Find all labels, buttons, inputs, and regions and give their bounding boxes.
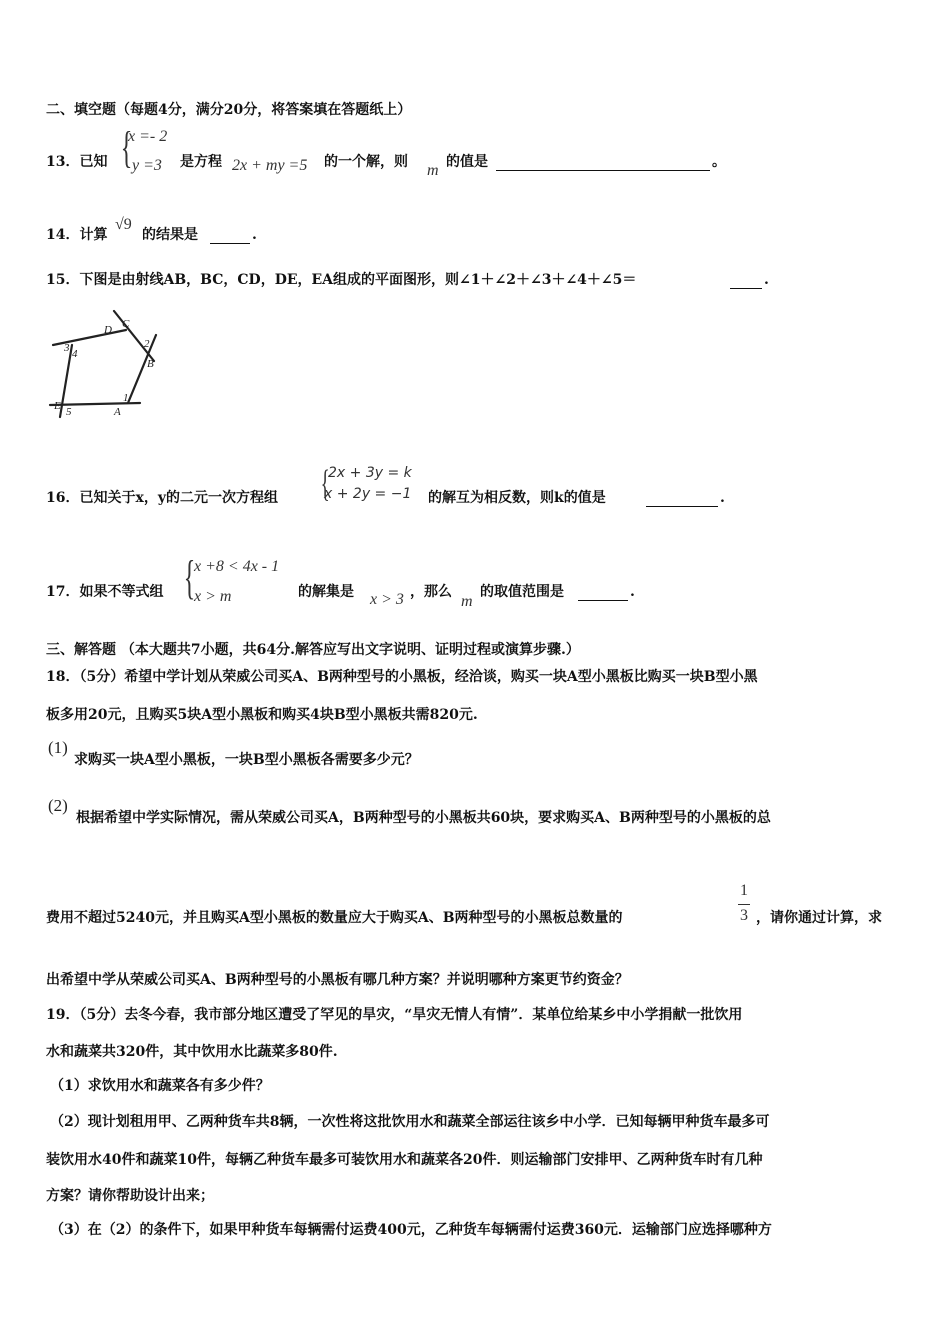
q17-answer-blank[interactable]: [578, 586, 628, 601]
q16-brace: {: [320, 463, 330, 505]
label-5: 5: [66, 406, 72, 418]
q18-part-2-line-3: 出希望中学从荣威公司买A、B两种型号的小黑板有哪几种方案？并说明哪种方案更节约资金？: [46, 972, 629, 988]
label-C: C: [122, 318, 130, 330]
q18-fraction-denominator: 3: [740, 907, 748, 924]
q17-variable-m: m: [461, 593, 473, 610]
label-4: 4: [72, 348, 78, 360]
q15-text: 15．下图是由射线AB，BC，CD，DE，EA组成的平面图形，则∠1＋∠2＋∠3＋∠4＋∠5＝: [46, 272, 637, 288]
q16-period: .: [720, 490, 725, 506]
label-1: 1: [123, 392, 129, 404]
q18-fraction-numerator: 1: [740, 882, 748, 899]
q19-part-1: （1）求饮用水和蔬菜各有多少件？: [50, 1078, 270, 1094]
q17-condition: x > 3: [370, 591, 404, 608]
q13-system-line-1: x =- 2: [128, 128, 168, 145]
q19-part-2-line-2: 装饮用水40件和蔬菜10件，每辆乙种货车最多可装饮用水和蔬菜各20件．则运输部门安排甲、乙两种货车时有几种: [46, 1152, 763, 1168]
q18-part-2-line-1: 根据希望中学实际情况，需从荣威公司买A，B两种型号的小黑板共60块，要求购买A、B两种型号的小黑板的总: [76, 810, 771, 826]
q14-answer-blank[interactable]: [210, 229, 250, 244]
q14-radical: √9: [115, 216, 132, 233]
q17-text-1: 的解集是: [298, 584, 354, 600]
label-A: A: [114, 406, 121, 418]
q18-part-1-marker: (1): [48, 738, 68, 757]
q18-fraction-bar: [738, 904, 750, 905]
q17-system-line-2: x > m: [194, 588, 232, 605]
q16-system-line-1: 2x + 3y = k: [328, 465, 412, 481]
q19-line-2: 水和蔬菜共320件，其中饮用水比蔬菜多80件.: [46, 1044, 338, 1060]
section-3-title: 三、解答题 （本大题共7小题，共64分.解答应写出文字说明、证明过程或演算步骤.）: [46, 642, 580, 658]
q18-line-2: 板多用20元，且购买5块A型小黑板和购买4块B型小黑板共需820元.: [46, 707, 478, 723]
q19-line-1: 19．（5分）去冬今春，我市部分地区遭受了罕见的旱灾，“旱灾无情人有情”．某单位给某乡中小学捐献一批饮用: [46, 1007, 743, 1023]
q13-period: 。: [712, 154, 726, 170]
q17-text-3: 的取值范围是: [480, 584, 564, 600]
q17-number: 17．如果不等式组: [46, 584, 164, 600]
section-2-title: 二、填空题（每题4分，满分20分，将答案填在答题纸上）: [46, 102, 412, 118]
q19-part-3: （3）在（2）的条件下，如果甲种货车每辆需付运费400元，乙种货车每辆需付运费360元．运输部门应选择哪种方: [50, 1222, 772, 1238]
q18-part-2-line-2a: 费用不超过5240元，并且购买A型小黑板的数量应大于购买A、B两种型号的小黑板总数量的: [46, 910, 623, 926]
q17-brace: {: [183, 551, 196, 604]
q13-variable-m: m: [427, 162, 439, 179]
q13-equation: 2x + my =5: [232, 157, 308, 174]
q19-part-2-line-3: 方案？请你帮助设计出来；: [46, 1188, 214, 1204]
q17-text-2: ，那么: [410, 584, 452, 600]
q18-part-2-marker: (2): [48, 796, 68, 815]
q18-part-1-text: 求购买一块A型小黑板，一块B型小黑板各需要多少元？: [74, 752, 419, 768]
q13-answer-blank[interactable]: [496, 156, 710, 171]
q15-answer-blank[interactable]: [730, 274, 762, 289]
q18-line-1: 18．（5分）希望中学计划从荣威公司买A、B两种型号的小黑板，经洽谈，购买一块A型小黑板比购买一块B型小黑: [46, 669, 758, 685]
q14-text: 的结果是: [142, 227, 198, 243]
q17-system-line-1: x +8 < 4x - 1: [194, 558, 280, 575]
q16-text: 的解互为相反数，则k的值是: [428, 490, 606, 506]
q13-text-end: 的值是: [446, 154, 488, 170]
label-2: 2: [144, 338, 150, 350]
q16-answer-blank[interactable]: [646, 492, 718, 507]
q13-system-line-2: y =3: [132, 157, 162, 174]
q16-system-line-2: x + 2y = −1: [324, 486, 412, 502]
q18-part-2-line-2b: ，请你通过计算，求: [756, 910, 882, 926]
q13-text-mid: 是方程: [180, 154, 222, 170]
q14-period: .: [252, 227, 257, 243]
q15-pentagon-figure: [48, 305, 168, 430]
q19-part-2-line-1: （2）现计划租用甲、乙两种货车共8辆，一次性将这批饮用水和蔬菜全部运往该乡中小学．已知每辆甲种货车最多可: [50, 1114, 770, 1130]
label-D: D: [104, 324, 112, 336]
q13-brace: {: [120, 123, 133, 172]
q13-number: 13．已知: [46, 154, 108, 170]
q14-number: 14．计算: [46, 227, 108, 243]
label-E: E: [54, 400, 61, 412]
q16-number: 16．已知关于x，y的二元一次方程组: [46, 490, 278, 506]
q13-text-after: 的一个解，则: [324, 154, 408, 170]
label-B: B: [147, 358, 154, 370]
q17-period: .: [630, 584, 635, 600]
q15-period: .: [764, 272, 769, 288]
label-3: 3: [64, 342, 70, 354]
